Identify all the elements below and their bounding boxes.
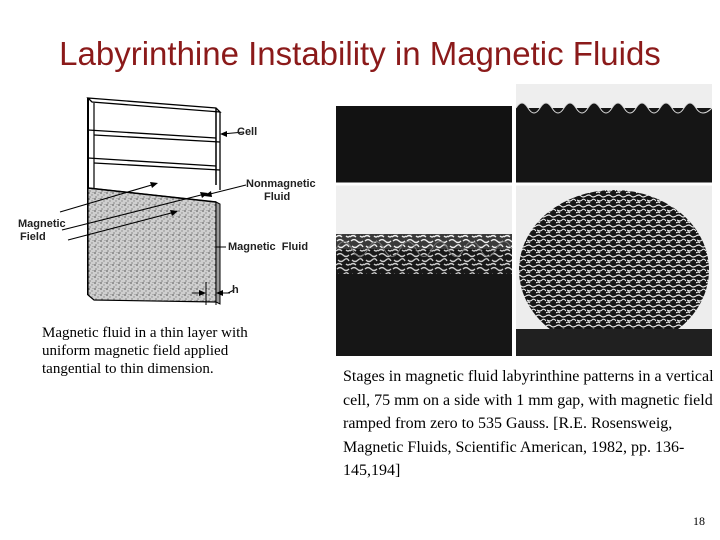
slide-title: Labyrinthine Instability in Magnetic Fluids [59,35,661,72]
cell-diagram [10,90,330,315]
nonmagnetic-label-1: Nonmagnetic [246,178,316,190]
labyrinth-photos-drawing [336,84,712,356]
photo-caption: Stages in magnetic fluid labyrinthine patterns in a vertical cell, 75 mm on a side with 1 mm gap, with magnetic field ramped from zero to 535 Gauss. [R.E. Rosensweig, Magnetic Fluids, Scientific American, 1982, pp. 136-145,194] [343,368,714,479]
nonmagnetic-label-2: Fluid [264,191,291,203]
magnetic-fluid-label: Magnetic Fluid [228,241,309,253]
page-number: 18 [693,514,705,528]
magnetic-field-label-2: Field [20,231,46,243]
magnetic-field-label-1: Magnetic [18,218,66,230]
labyrinth-photos [336,84,712,356]
h-label: h [232,284,239,296]
cell-label: Cell [237,126,258,138]
cell-description: Magnetic fluid in a thin layer with uniform magnetic field applied tangential to thin dimension. [42,325,248,377]
